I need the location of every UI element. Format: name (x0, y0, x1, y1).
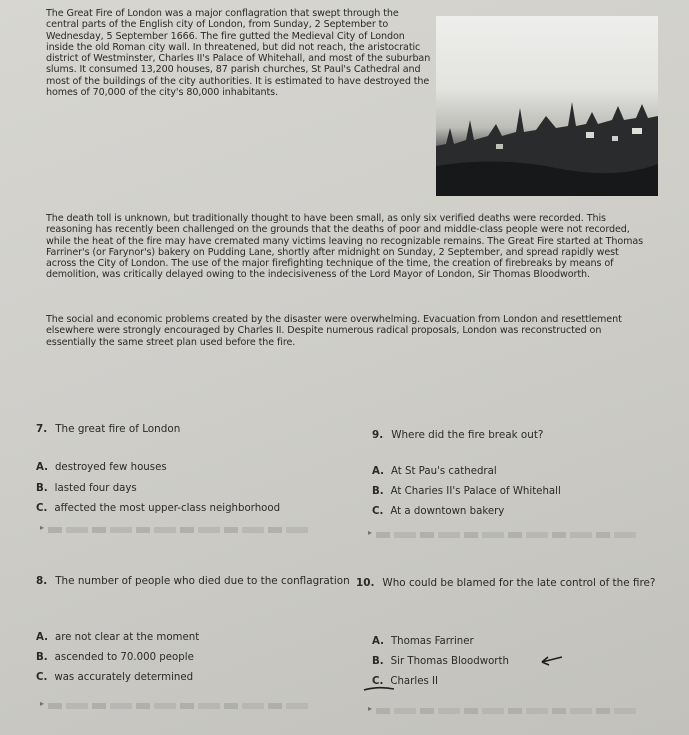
great-fire-painting (436, 16, 658, 196)
q8-option-c[interactable] (36, 672, 193, 684)
option-text: was accurately determined (54, 672, 194, 683)
option-letter: C. (372, 506, 384, 517)
q9-option-c[interactable] (372, 506, 504, 518)
option-text: lasted four days (54, 483, 137, 494)
option-letter: C. (36, 503, 48, 514)
option-letter: A. (372, 636, 384, 647)
option-letter: B. (372, 486, 384, 497)
option-letter: A. (36, 632, 48, 643)
question-8 (36, 575, 356, 587)
question-7 (36, 423, 180, 435)
question-text: Who could be blamed for the late control of the fire? (382, 577, 656, 589)
option-letter: A. (36, 462, 48, 473)
question-10 (356, 577, 681, 589)
faded-answer-line (376, 708, 636, 714)
q9-option-a[interactable] (372, 466, 497, 478)
question-text: The number of people who died due to the conflagration (55, 575, 350, 587)
q10-option-b[interactable] (372, 656, 509, 668)
option-text: Sir Thomas Bloodworth (390, 656, 509, 667)
reading-paragraph-2: The death toll is unknown, but traditionally thought to have been small, as only six verified deaths were recorded. This reasoning has recently been challenged on the grounds that the deaths of poor and middle-class people were not recorded, while the heat of the fire may have cremated many victims leaving no recognizable remains. The Great Fire started at Thomas Farriner's (or Farynor's) bakery on Pudding Lane, shortly after midnight on Sunday, 2 September, and spread rapidly west across the City of London. The use of the major firefighting technique of the time, the creation of firebreaks by means of demolition, was critically delayed owing to the indecisiveness of the Lord Mayor of London, Sir Thomas Bloodworth. (46, 213, 644, 281)
option-text: At a downtown bakery (390, 506, 505, 517)
q7-option-c[interactable] (36, 503, 280, 515)
city-skyline-illustration (436, 16, 658, 196)
option-text: ascended to 70.000 people (54, 652, 194, 663)
q10-option-a[interactable] (372, 636, 474, 648)
option-letter: C. (36, 672, 48, 683)
option-text: Thomas Farriner (390, 636, 474, 647)
option-letter: A. (372, 466, 384, 477)
pen-underline-mark (362, 684, 396, 694)
option-text: At Charies II's Palace of Whitehall (390, 486, 561, 497)
q8-option-a[interactable] (36, 632, 199, 644)
option-text: At St Pau's cathedral (390, 466, 497, 477)
question-number: 10. (356, 577, 375, 589)
option-letter: B. (36, 483, 48, 494)
q9-option-b[interactable] (372, 486, 561, 498)
pen-arrow-icon (540, 653, 566, 667)
option-letter: B. (372, 656, 384, 667)
option-text: destroyed few houses (54, 462, 167, 473)
question-9 (372, 429, 543, 441)
option-letter: B. (36, 652, 48, 663)
faded-answer-line (48, 703, 308, 709)
faded-answer-line (376, 532, 636, 538)
question-number: 7. (36, 423, 48, 435)
faded-answer-line (48, 527, 308, 533)
reading-paragraph-3: The social and economic problems created by the disaster were overwhelming. Evacuation from London and resettlement elsewhere were strongly encouraged by Charles II. Despite numerous radical proposals, London was reconstructed on essentially the same street plan used before the fire. (46, 314, 622, 348)
option-text: are not clear at the moment (54, 632, 200, 643)
question-number: 8. (36, 575, 48, 587)
q7-option-a[interactable] (36, 462, 167, 474)
option-text: affected the most upper-class neighborhood (54, 503, 281, 514)
question-number: 9. (372, 429, 384, 441)
option-letter: C. (372, 676, 384, 687)
question-text: Where did the fire break out? (391, 429, 544, 441)
q7-option-b[interactable] (36, 483, 137, 495)
question-text: The great fire of London (55, 423, 181, 435)
option-text: Charles II (390, 676, 439, 687)
reading-paragraph-1: The Great Fire of London was a major conflagration that swept through the central parts of the English city of London, from Sunday, 2 September to Wednesday, 5 September 1666. The fire gutted the Medieval City of London inside the old Roman city wall. In threatened, but did not reach, the aristocratic district of Westminster, Charles II's Palace of Whitehall, and most of the suburban slums. It consumed 13,200 houses, 87 parish churches, St Paul's Cathedral and most of the buildings of the city authorities. It is estimated to have destroyed the homes of 70,000 of the city's 80,000 inhabitants. (46, 8, 431, 99)
q8-option-b[interactable] (36, 652, 194, 664)
